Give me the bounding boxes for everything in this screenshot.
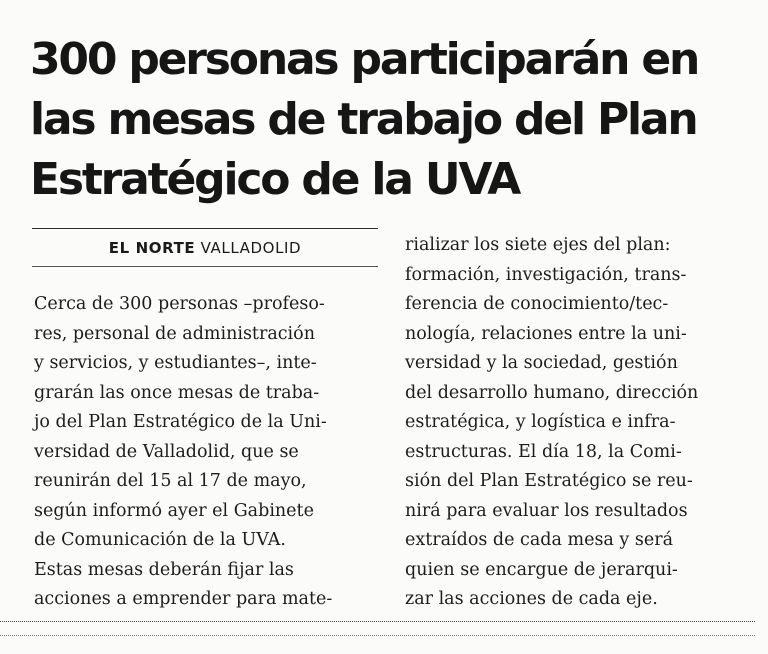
body-line: estructuras. El día 18, la Comi- bbox=[405, 441, 682, 462]
headline-line: Estratégico de la UVA bbox=[30, 154, 520, 205]
body-line: jo del Plan Estratégico de la Uni- bbox=[34, 412, 327, 432]
byline-newspaper: EL NORTE bbox=[108, 239, 196, 257]
body-line: res, personal de administración bbox=[34, 323, 315, 344]
body-line: y servicios, y estudiantes–, inte- bbox=[34, 353, 317, 373]
body-line: según informó ayer el Gabinete bbox=[34, 500, 314, 521]
body-line: grarán las once mesas de traba- bbox=[34, 382, 320, 403]
body-line: nología, relaciones entre la uni- bbox=[405, 323, 687, 344]
body-line: Estas mesas deberán fijar las bbox=[34, 559, 294, 580]
byline bbox=[32, 236, 378, 260]
body-line: nirá para evaluar los resultados bbox=[405, 500, 688, 521]
body-column-left bbox=[34, 290, 380, 615]
body-line: versidad de Valladolid, que se bbox=[34, 441, 299, 462]
headline-line: las mesas de trabajo del Plan bbox=[30, 94, 697, 145]
body-line: ferencia de conocimiento/tec- bbox=[405, 294, 669, 314]
body-line: acciones a emprender para mate- bbox=[34, 589, 333, 609]
body-line: de Comunicación de la UVA. bbox=[34, 530, 286, 550]
article-headline bbox=[30, 30, 750, 210]
body-line: sión del Plan Estratégico se reu- bbox=[405, 471, 693, 491]
headline-line: 300 personas participarán en bbox=[30, 34, 699, 85]
body-line: versidad y la sociedad, gestión bbox=[405, 353, 678, 373]
body-line: formación, investigación, trans- bbox=[405, 264, 687, 285]
body-line: rializar los siete ejes del plan: bbox=[405, 235, 671, 255]
byline-bottom-rule bbox=[32, 266, 378, 267]
page-bottom-rule-secondary bbox=[0, 635, 755, 636]
body-line: del desarrollo humano, dirección bbox=[405, 382, 699, 403]
byline-top-rule bbox=[32, 228, 378, 229]
body-column-right bbox=[405, 231, 745, 615]
body-line: estratégica, y logística e infra- bbox=[405, 412, 676, 432]
body-line: zar las acciones de cada eje. bbox=[405, 589, 658, 609]
body-line: extraídos de cada mesa y será bbox=[405, 530, 674, 550]
body-line: Cerca de 300 personas –profeso- bbox=[34, 294, 325, 314]
body-line: quien se encargue de jerarqui- bbox=[405, 559, 678, 580]
body-line: reunirán del 15 al 17 de mayo, bbox=[34, 471, 307, 491]
byline-city: VALLADOLID bbox=[200, 239, 302, 257]
page-bottom-rule bbox=[0, 621, 755, 622]
